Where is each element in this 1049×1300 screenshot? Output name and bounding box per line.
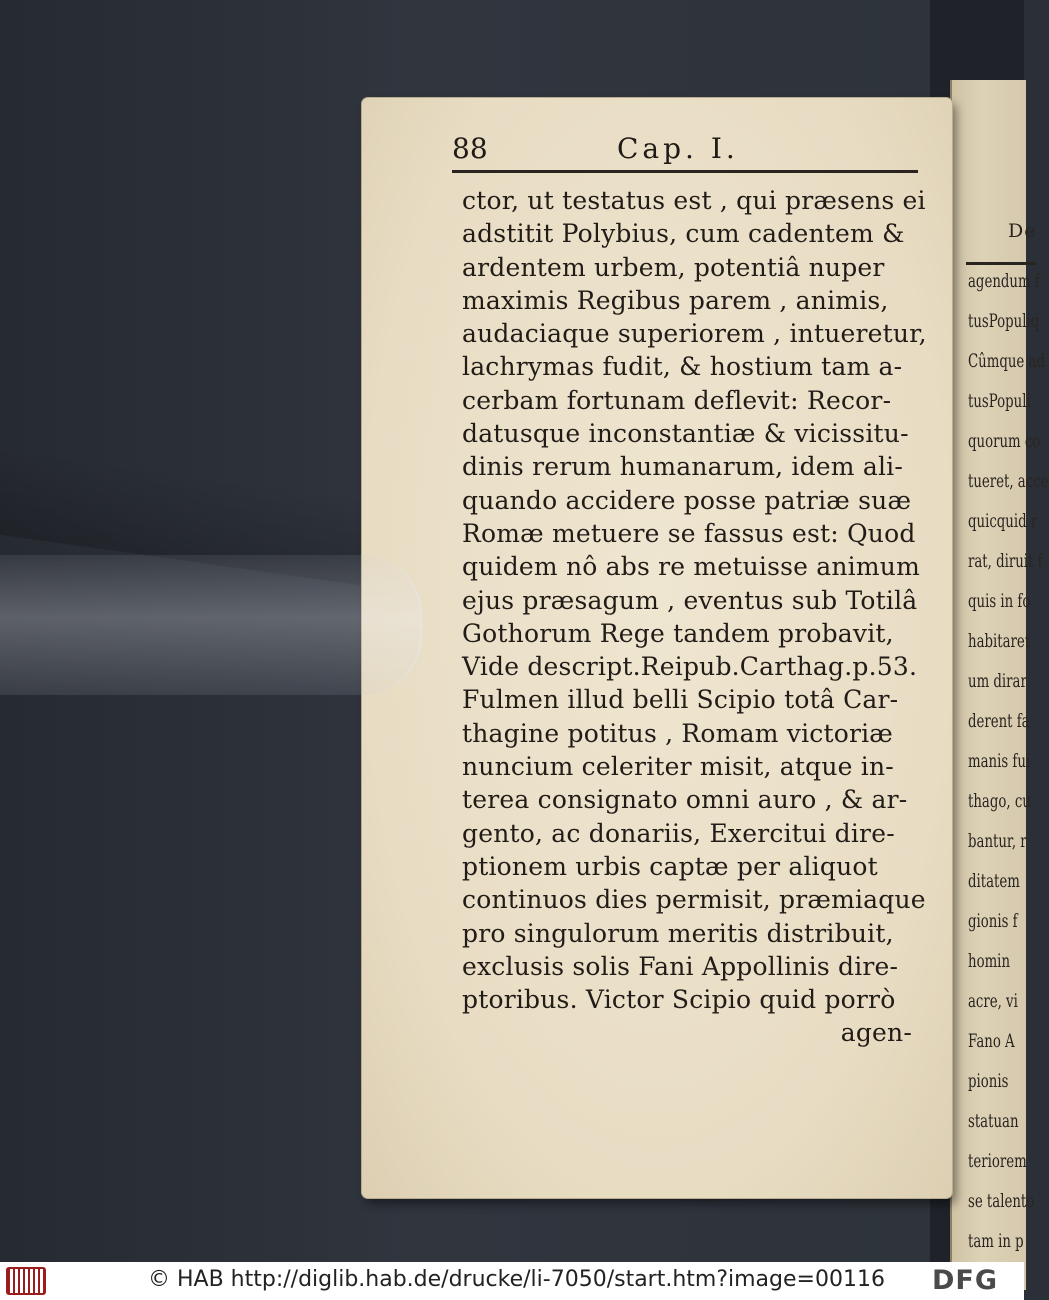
facing-text-line: quorum co xyxy=(968,430,1041,452)
facing-text-line: Cûmque ad xyxy=(968,350,1045,372)
facing-text-line: quis in fo xyxy=(968,590,1031,612)
text-line: dinis rerum humanarum, idem ali- xyxy=(462,452,903,482)
text-line: pro singulorum meritis distribuit, xyxy=(462,918,894,948)
footer-bar xyxy=(0,1262,1024,1300)
facing-text-line: tusPopuli xyxy=(968,390,1031,412)
copyright-link[interactable]: © HAB http://diglib.hab.de/drucke/li-7050/start.htm?image=00116 xyxy=(148,1267,885,1292)
text-line: maximis Regibus parem , animis, xyxy=(462,285,889,315)
facing-text-line: um dirar xyxy=(968,670,1027,692)
text-line: ctor, ut testatus est , qui præsens ei xyxy=(462,186,926,215)
facing-text-line: tueret, acce xyxy=(968,470,1049,492)
facing-page-rule xyxy=(966,262,1036,265)
text-line: quidem nô abs re metuisse animum xyxy=(462,552,920,582)
text-line: adstitit Polybius, cum cadentem & xyxy=(462,219,905,249)
facing-page xyxy=(950,80,1049,1290)
text-line: ardentem urbem, potentiâ nuper xyxy=(462,252,885,282)
text-line: quando accidere posse patriæ suæ xyxy=(462,485,912,515)
facing-text-line: ditatem xyxy=(968,870,1020,892)
facing-text-line: Fano A xyxy=(968,1030,1015,1052)
facing-page-head: De xyxy=(1008,220,1037,242)
page-text xyxy=(462,184,932,1050)
text-line: ptionem urbis captæ per aliquot xyxy=(462,851,878,881)
facing-text-line: derent fa xyxy=(968,710,1030,732)
hab-logo-icon xyxy=(6,1267,46,1295)
page-number: 88 xyxy=(452,132,488,165)
book-page xyxy=(362,98,952,1198)
facing-text-line: tam in p xyxy=(968,1230,1024,1252)
facing-text-line: homin xyxy=(968,950,1011,972)
facing-text-line: se talento xyxy=(968,1190,1035,1212)
facing-text-line: teriorem xyxy=(968,1150,1027,1172)
facing-text-line: habitaret xyxy=(968,630,1031,652)
header-rule xyxy=(452,170,918,173)
text-line: ptoribus. Victor Scipio quid porrò xyxy=(462,985,896,1015)
text-line: Romæ metuere se fassus est: Quod xyxy=(462,518,916,548)
text-line: cerbam fortunam deflevit: Recor- xyxy=(462,385,892,415)
catchword: agen- xyxy=(840,1018,912,1048)
text-line: Gothorum Rege tandem probavit, xyxy=(462,618,894,648)
chapter-title: Cap. I. xyxy=(617,132,739,165)
text-line: gento, ac donariis, Exercitui dire- xyxy=(462,818,895,848)
facing-text-line: statuan xyxy=(968,1110,1019,1132)
dfg-logo: DFG xyxy=(932,1265,999,1296)
facing-text-line: rat, diruit f xyxy=(968,550,1043,572)
facing-text-line: agendum f xyxy=(968,270,1040,292)
text-line: ejus præsagum , eventus sub Totilâ xyxy=(462,585,918,615)
facing-text-line: bantur, r xyxy=(968,830,1027,852)
text-line: exclusis solis Fani Appollinis dire- xyxy=(462,951,899,981)
facing-text-line: manis fui xyxy=(968,750,1031,772)
text-line: lachrymas fudit, & hostium tam a- xyxy=(462,352,903,382)
running-head xyxy=(452,132,912,172)
facing-text-line: quicquid r xyxy=(968,510,1038,532)
facing-text-line: acre, vi xyxy=(968,990,1018,1012)
text-line: terea consignato omni auro , & ar- xyxy=(462,785,908,815)
text-line: datusque inconstantiæ & vicissitu- xyxy=(462,419,909,449)
facing-text-line: gionis f xyxy=(968,910,1018,932)
facing-text-line: thago, cu xyxy=(968,790,1031,812)
page-clip xyxy=(0,555,422,695)
facing-text-line: tusPopuliq xyxy=(968,310,1040,332)
text-line: Vide descript.Reipub.Carthag.p.53. xyxy=(462,652,918,682)
facing-text-line: pionis xyxy=(968,1070,1009,1092)
text-line: thagine potitus , Romam victoriæ xyxy=(462,718,894,748)
text-line: continuos dies permisit, præmiaque xyxy=(462,885,926,915)
text-line: nuncium celeriter misit, atque in- xyxy=(462,752,894,782)
text-line: audaciaque superiorem , intueretur, xyxy=(462,319,927,349)
text-line: Fulmen illud belli Scipio totâ Car- xyxy=(462,685,899,715)
